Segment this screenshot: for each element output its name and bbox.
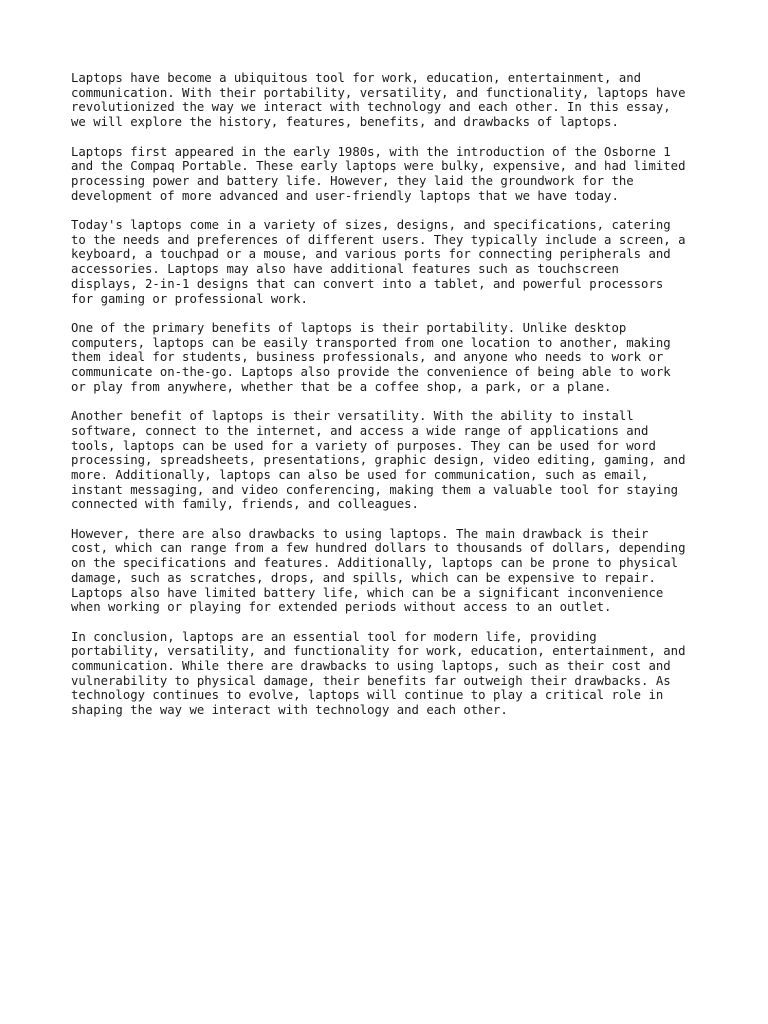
paragraph-history: Laptops first appeared in the early 1980s, with the introduction of the Osborne 1 and the Compaq Portable. These early laptops were bulky, expensive, and had limited processing power and battery life. However, they laid the groundwork for the development of more advanced and user-friendly laptops that we have today.	[71, 144, 686, 203]
paragraph-portability: One of the primary benefits of laptops is their portability. Unlike desktop computers, laptops can be easily transported from one location to another, making them ideal for students, business professionals, and anyone who needs to work or communicate on-the-go. Laptops also provide the convenience of being able to work or play from anywhere, whether that be a coffee shop, a park, or a plane.	[71, 320, 671, 394]
paragraph-drawbacks: However, there are also drawbacks to using laptops. The main drawback is their cost, which can range from a few hundred dollars to thousands of dollars, depending on the specifications and features. Additionally, laptops can be prone to physical damage, such as scratches, drops, and spills, which can be expensive to repair. Laptops also have limited battery life, which can be a significant inconvenience when working or playing for extended periods without access to an outlet.	[71, 526, 686, 615]
paragraph-versatility: Another benefit of laptops is their versatility. With the ability to install software, connect to the internet, and access a wide range of applications and tools, laptops can be used for a variety of purposes. They can be used for word processing, spreadsheets, presentations, graphic design, video editing, gaming, and more. Additionally, laptops can also be used for communication, such as email, instant messaging, and video conferencing, making them a valuable tool for staying connected with family, friends, and colleagues.	[71, 409, 686, 512]
paragraph-intro: Laptops have become a ubiquitous tool for work, education, entertainment, and communication. With their portability, versatility, and functionality, laptops have revolutionized the way we interact with technology and each other. In this essay, we will explore the history, features, benefits, and drawbacks of laptops.	[71, 71, 686, 130]
paragraph-features: Today's laptops come in a variety of sizes, designs, and specifications, catering to the needs and preferences of different users. They typically include a screen, a keyboard, a touchpad or a mouse, and various ports for connecting peripherals and accessories. Laptops may also have additional features such as touchscreen displays, 2-in-1 designs that can convert into a tablet, and powerful processors for gaming or professional work.	[71, 218, 686, 306]
paragraph-conclusion: In conclusion, laptops are an essential tool for modern life, providing portability, versatility, and functionality for work, education, entertainment, and communication. While there are drawbacks to using laptops, such as their cost and vulnerability to physical damage, their benefits far outweigh their drawbacks. As technology continues to evolve, laptops will continue to play a critical role in shaping the way we interact with technology and each other.	[71, 629, 686, 718]
document-page	[71, 71, 711, 733]
